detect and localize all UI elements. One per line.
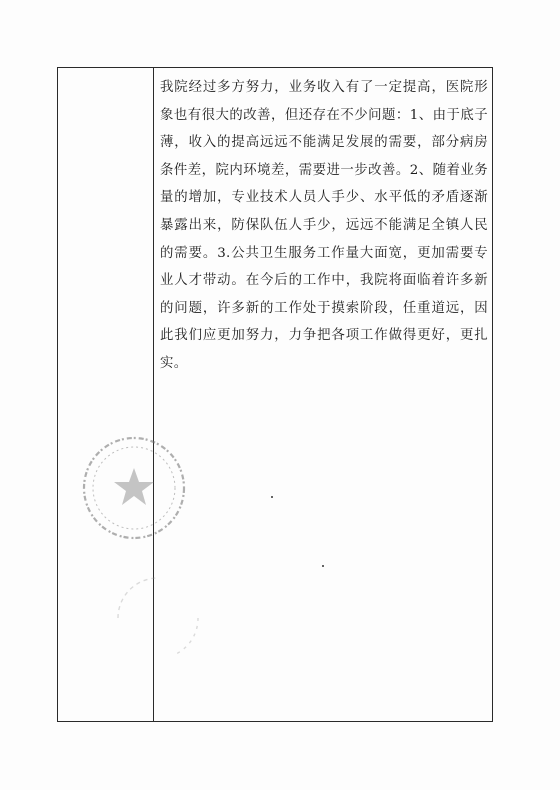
- faint-seal-mark: [106, 566, 210, 670]
- scan-speck: [322, 565, 324, 567]
- star-seal-icon: [78, 432, 190, 544]
- summary-paragraph: 我院经过多方努力，业务收入有了一定提高，医院形象也有很大的改善，但还存在不少问题：1、由于底子薄，收入的提高远远不能满足发展的需要，部分病房条件差，院内环境差，需要进一步改善。2、随着业务量的增加，专业技术人员人手少、水平低的矛盾逐渐暴露出来，防保队伍人手少，远远不能满足全镇人民的需要。3.公共卫生服务工作量大面宽，更加需要专业人才带动。在今后的工作中，我院将面临着许多新的问题，许多新的工作处于摸索阶段，任重道远，因此我们应更加努力，力争把各项工作做得更好，更扎实。: [160, 80, 488, 371]
- scan-speck: [271, 496, 273, 498]
